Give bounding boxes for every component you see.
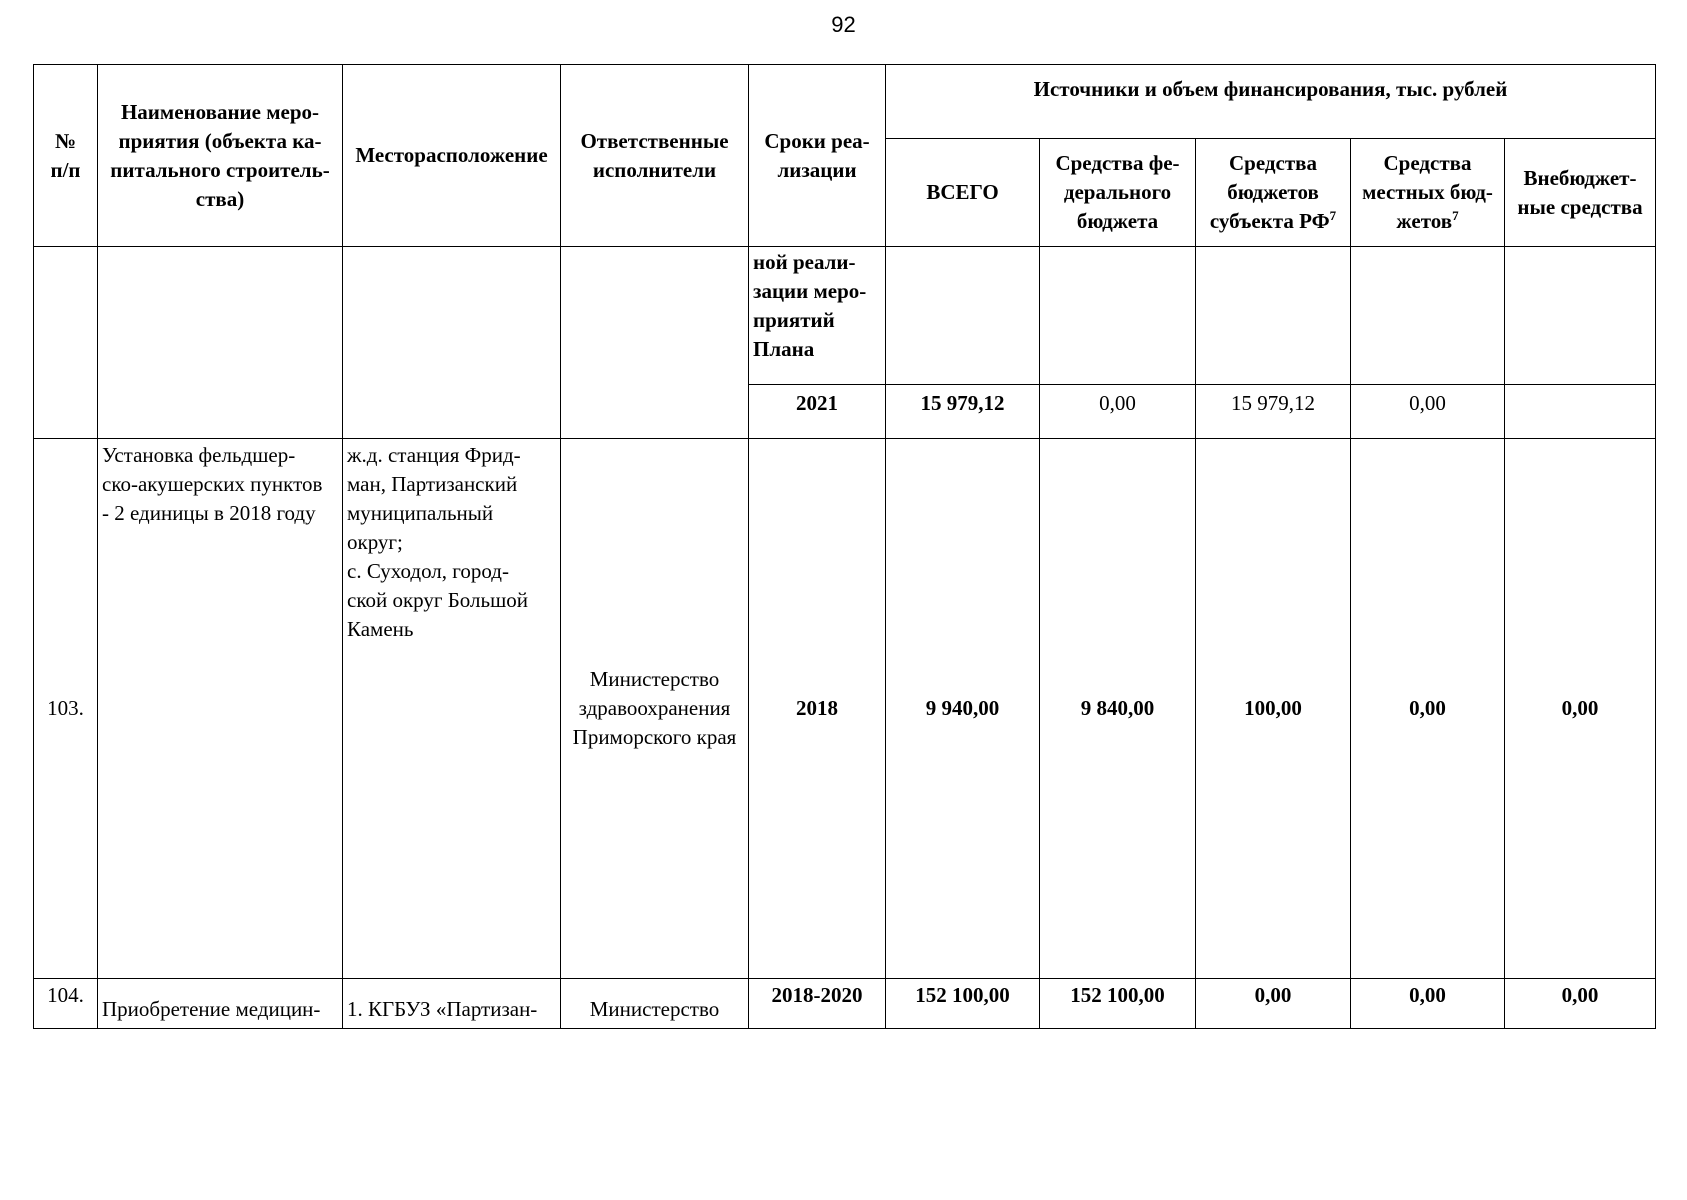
cell-federal [1040,385,1196,439]
financing-table [33,64,1656,1029]
terms-value: 2018 [796,696,838,720]
header-local-line-text: жетов [1396,209,1453,233]
header-num-text: № п/п [50,128,81,182]
terms-line: Плана [753,337,815,361]
terms-line: приятий [753,308,835,332]
subject-value: 15 979,12 [1231,391,1315,415]
header-name-line: ства) [195,186,245,211]
cell-federal [1040,247,1196,385]
cell-local [1351,247,1505,385]
cell-name [98,979,343,1029]
cell-responsible [561,439,749,979]
location-line: ж.д. станция Фрид- [347,443,521,467]
header-terms-line: лизации [777,157,857,182]
responsible-line: Министерство [589,667,720,691]
location-line: ской округ Большой [347,588,528,612]
table-row [34,439,1656,979]
header-local-line: Средства [1383,151,1472,175]
cell-extra [1505,385,1656,439]
header-total-text: ВСЕГО [926,180,999,204]
cell-federal [1040,979,1196,1029]
name-line: Установка фельдшер- [102,443,296,467]
header-location-text: Месторасположение [355,143,548,167]
name-text: Приобретение медицин- [102,997,321,1021]
cell-location [343,247,561,439]
cell-extra [1505,439,1656,979]
cell-name [98,247,343,439]
terms-year: 2021 [796,391,838,415]
cell-terms [749,439,886,979]
header-responsible [561,65,749,247]
subject-value: 100,00 [1244,696,1302,720]
cell-local [1351,979,1505,1029]
header-row [34,65,1656,139]
header-extra-line: Внебюджет- [1523,165,1637,190]
header-subject-line-text: субъекта РФ [1209,209,1330,233]
header-name-line: питального строитель- [110,157,330,182]
cell-responsible [561,247,749,439]
cell-num [34,979,98,1029]
cell-total [886,247,1040,385]
federal-value: 9 840,00 [1080,696,1155,720]
header-subject [1196,139,1351,247]
subject-value: 0,00 [1254,983,1292,1007]
cell-extra [1505,247,1656,385]
terms-line: ной реали- [753,250,856,274]
header-name-line: Наименование меро- [120,99,320,124]
name-line: ско-акушерских пунктов [102,472,323,496]
federal-value: 152 100,00 [1070,983,1165,1007]
header-terms-line: Сроки реа- [764,128,870,153]
cell-subject [1196,385,1351,439]
header-local-line: местных бюд- [1362,180,1493,204]
header-location [343,65,561,247]
local-value: 0,00 [1409,391,1446,415]
local-value: 0,00 [1409,983,1446,1007]
cell-subject [1196,247,1351,385]
responsible-text: Министерство [589,997,720,1021]
footnote-marker: 7 [1452,208,1459,223]
location-line: Камень [347,617,414,641]
cell-local [1351,385,1505,439]
header-local-line-last [1355,207,1500,236]
header-total [886,139,1040,247]
header-federal-line: бюджета [1076,209,1159,233]
header-name [98,65,343,247]
header-local [1351,139,1505,247]
terms-value: 2018-2020 [771,983,863,1007]
federal-value: 0,00 [1099,391,1136,415]
header-terms [749,65,886,247]
responsible-line: здравоохранения [578,696,731,720]
table-row [34,247,1656,385]
header-responsible-line: исполнители [592,157,717,182]
cell-name [98,439,343,979]
cell-total [886,439,1040,979]
page-number: 92 [831,12,856,37]
cell-responsible [561,979,749,1029]
location-line: с. Суходол, город- [347,559,509,583]
header-extra [1505,139,1656,247]
total-value: 15 979,12 [920,391,1005,415]
total-value: 9 940,00 [925,696,1000,720]
row-number: 104. [47,983,84,1007]
cell-federal [1040,439,1196,979]
header-extra-line: ные средства [1517,194,1643,219]
cell-num [34,439,98,979]
cell-subject [1196,439,1351,979]
row-number: 103. [47,696,84,720]
footnote-marker: 7 [1329,208,1337,223]
cell-local [1351,439,1505,979]
cell-num [34,247,98,439]
responsible-line: Приморского края [572,725,737,749]
location-line: округ; [347,530,403,554]
cell-subject [1196,979,1351,1029]
header-funding-group [886,65,1656,139]
header-federal-line: дерального [1063,180,1172,204]
cell-terms [749,385,886,439]
cell-extra [1505,979,1656,1029]
header-num [34,65,98,247]
header-subject-line-last [1200,207,1346,236]
total-value: 152 100,00 [915,983,1010,1007]
header-federal-line: Средства фе- [1055,151,1180,175]
header-subject-line: бюджетов [1227,180,1319,204]
table-row [34,979,1656,1029]
header-subject-line: Средства [1229,151,1317,175]
extra-value: 0,00 [1561,983,1599,1007]
location-line: ман, Партизанский [347,472,518,496]
name-line: - 2 единицы в 2018 году [102,501,316,525]
cell-location [343,979,561,1029]
cell-location [343,439,561,979]
location-text: 1. КГБУЗ «Партизан- [347,997,538,1021]
cell-terms [749,247,886,385]
location-line: муниципальный [347,501,494,525]
cell-terms [749,979,886,1029]
cell-total [886,385,1040,439]
header-name-line: приятия (объекта ка- [118,128,322,153]
terms-line: зации меро- [753,279,867,303]
extra-value: 0,00 [1561,696,1599,720]
header-responsible-line: Ответственные [580,128,729,153]
header-funding-group-text: Источники и объем финансирования, тыс. рублей [1033,77,1508,101]
cell-total [886,979,1040,1029]
header-federal [1040,139,1196,247]
local-value: 0,00 [1409,696,1446,720]
